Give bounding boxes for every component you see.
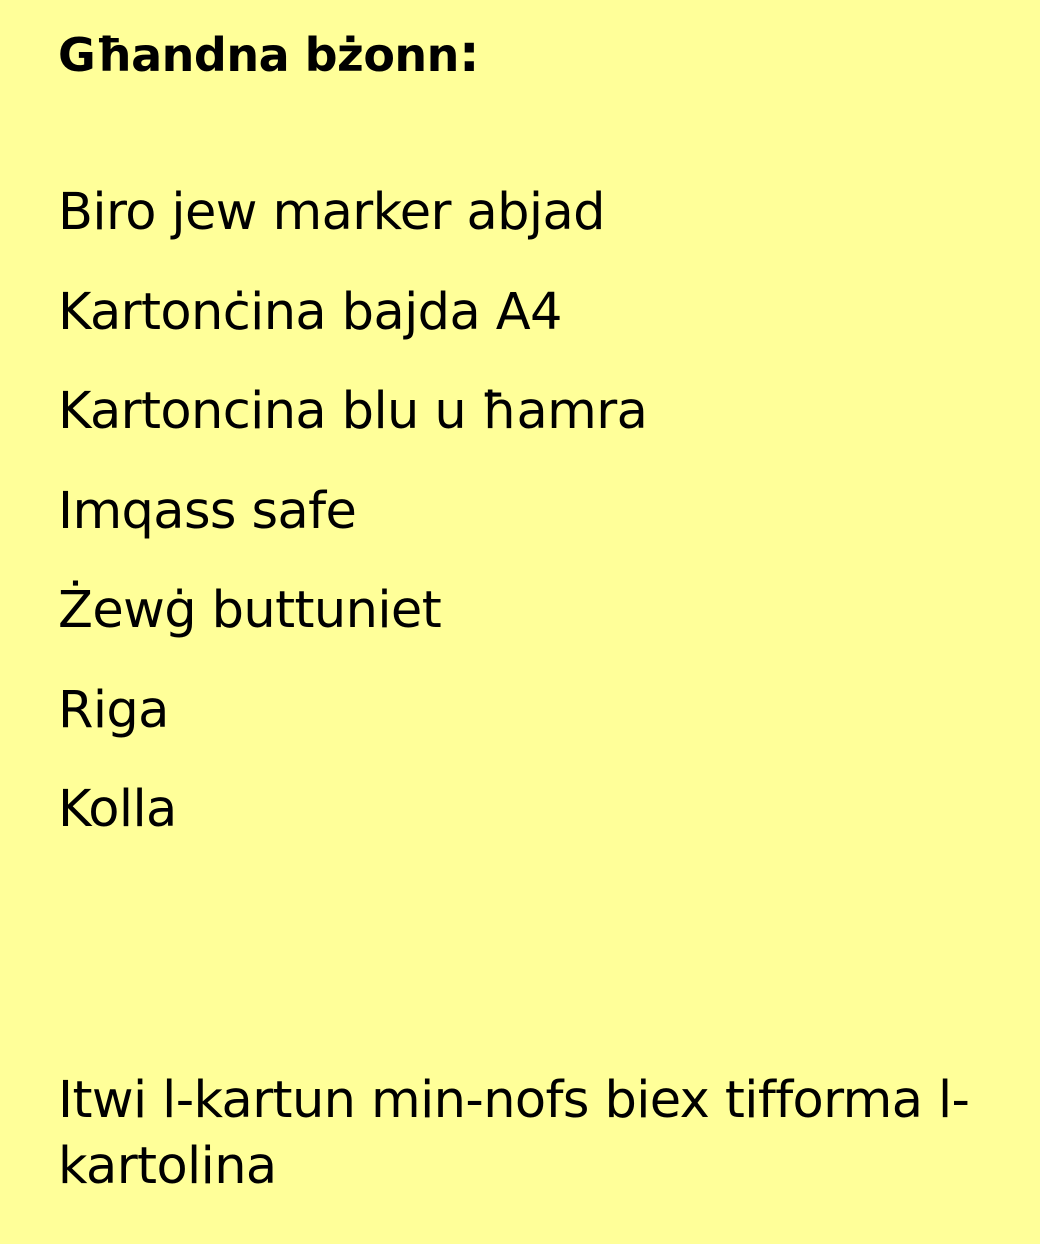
instruction-text: Itwi l-kartun min-nofs biex tifforma l-kartolina: [58, 1071, 970, 1196]
materials-list: [58, 180, 647, 877]
page-title: [58, 22, 479, 87]
list-item: Kartoncina blu u ħamra: [58, 382, 648, 441]
list-item: Kartonċina bajda A4: [58, 282, 562, 342]
list-item: Kolla: [58, 780, 177, 839]
page-title-colon: :: [458, 24, 480, 84]
list-item: Biro jew marker abjad: [58, 183, 605, 242]
list-item: Imqass safe: [58, 481, 357, 541]
page-title-text: Għandna bżonn: [58, 28, 459, 82]
list-item: Żewġ buttuniet: [58, 581, 442, 640]
list-item: Riga: [58, 680, 169, 740]
